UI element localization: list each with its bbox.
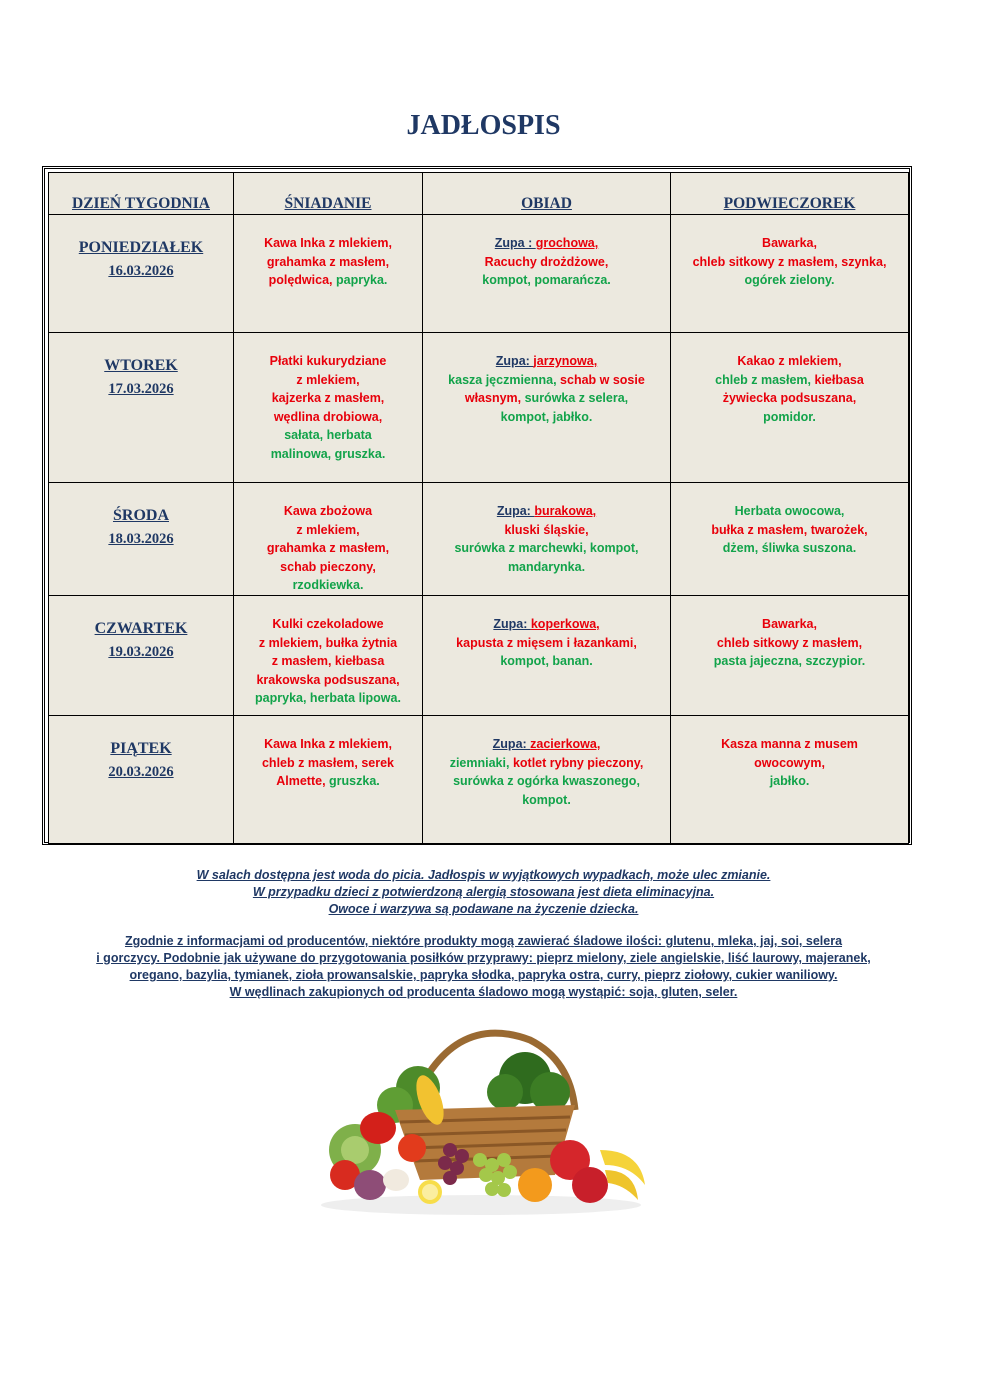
day-date: 17.03.2026 xyxy=(108,381,174,397)
menu-text: wędlina drobiowa, xyxy=(273,409,383,424)
menu-text: ogórek zielony. xyxy=(744,273,835,287)
menu-text: mandarynka. xyxy=(507,559,586,574)
menu-text: jarzynowa, xyxy=(533,354,598,368)
menu-line xyxy=(423,271,670,290)
menu-line xyxy=(234,615,422,634)
menu-line xyxy=(234,735,422,754)
menu-text: rzodkiewka. xyxy=(292,578,364,592)
day-cell xyxy=(49,333,234,483)
menu-text: bułka z masłem, twarożek, xyxy=(711,522,868,537)
menu-line xyxy=(234,754,422,773)
menu-line xyxy=(423,615,670,634)
menu-table xyxy=(48,172,909,844)
menu-line xyxy=(423,253,670,272)
menu-text: grahamka z masłem, xyxy=(266,254,390,269)
menu-line xyxy=(671,502,908,521)
day-cell xyxy=(49,483,234,596)
menu-line xyxy=(234,253,422,272)
menu-line xyxy=(234,389,422,408)
menu-line xyxy=(671,615,908,634)
menu-line xyxy=(234,634,422,653)
allergens-block xyxy=(20,933,947,1001)
menu-text: pomidor. xyxy=(763,409,816,424)
menu-text: własnym, xyxy=(464,391,525,405)
menu-line xyxy=(423,352,670,371)
menu-text: Zupa: xyxy=(493,617,531,631)
menu-text: sałata, herbata xyxy=(284,428,372,442)
menu-text: z mlekiem, xyxy=(296,372,360,387)
day-row xyxy=(49,596,909,716)
menu-text: z masłem, kiełbasa xyxy=(271,654,385,668)
snack-cell xyxy=(671,596,909,716)
menu-text: chleb sitkowy z masłem, szynka, xyxy=(692,254,887,269)
menu-text: kasza jęczmienna, xyxy=(448,372,561,387)
menu-text: Herbata owocowa, xyxy=(734,504,845,518)
menu-text: kotlet rybny pieczony, xyxy=(512,755,644,770)
menu-text: kompot, jabłko. xyxy=(500,409,593,424)
menu-text: Kasza manna z musem xyxy=(721,737,858,751)
menu-line xyxy=(671,389,908,408)
menu-line xyxy=(234,445,422,464)
day-date: 16.03.2026 xyxy=(108,263,174,279)
menu-text: schab w sosie xyxy=(560,372,645,387)
menu-line xyxy=(671,234,908,253)
day-row xyxy=(49,483,909,596)
allergen-line: W wędlinach zakupionych od producenta śladowo mogą wystąpić: soja, gluten, seler. xyxy=(229,985,738,999)
menu-line xyxy=(234,502,422,521)
menu-text: Kawa zbożowa xyxy=(283,504,373,518)
menu-line xyxy=(671,408,908,427)
snack-cell xyxy=(671,215,909,333)
menu-line xyxy=(234,271,422,290)
menu-line xyxy=(234,539,422,558)
lunch-cell xyxy=(423,483,671,596)
menu-text: kapusta z mięsem i łazankami, xyxy=(456,635,637,650)
lunch-cell xyxy=(423,716,671,844)
page-title: JADŁOSPIS xyxy=(406,110,561,141)
menu-line xyxy=(671,754,908,773)
header-lunch: OBIAD xyxy=(423,173,671,215)
snack-cell xyxy=(671,483,909,596)
menu-text: owocowym, xyxy=(754,755,825,770)
snack-cell xyxy=(671,333,909,483)
menu-text: Kawa Inka z mlekiem, xyxy=(264,737,392,751)
menu-line xyxy=(423,754,670,773)
menu-text: koperkowa, xyxy=(530,617,600,631)
day-row xyxy=(49,215,909,333)
menu-text: surówka z selera, xyxy=(524,391,629,405)
menu-text: kompot, pomarańcza. xyxy=(482,273,611,287)
header-row xyxy=(49,173,909,215)
menu-line xyxy=(234,652,422,671)
menu-line xyxy=(234,408,422,427)
menu-text: Bawarka, xyxy=(762,617,817,631)
day-name: PONIEDZIAŁEK xyxy=(78,239,204,256)
menu-line xyxy=(234,772,422,791)
menu-text: jabłko. xyxy=(769,774,810,788)
menu-line xyxy=(423,408,670,427)
menu-line xyxy=(234,352,422,371)
menu-text: chleb z masłem, serek xyxy=(261,755,395,770)
day-cell xyxy=(49,716,234,844)
menu-text: schab pieczony, xyxy=(280,559,376,574)
fruit-vegetable-basket-image xyxy=(300,1000,662,1238)
lunch-cell xyxy=(423,333,671,483)
menu-line xyxy=(671,352,908,371)
menu-text: Zupa : xyxy=(494,236,536,250)
menu-text: papryka. xyxy=(335,273,388,287)
menu-text: kiełbasa xyxy=(814,372,864,387)
allergen-line: oregano, bazylia, tymianek, zioła prowansalskie, papryka słodka, papryka ostra, curry, pieprz ziołowy, cukier waniliowy. xyxy=(129,968,838,982)
menu-text: kajzerka z masłem, xyxy=(271,391,385,405)
menu-line xyxy=(234,558,422,577)
menu-line xyxy=(423,634,670,653)
menu-line xyxy=(671,735,908,754)
menu-line xyxy=(234,426,422,445)
menu-line xyxy=(423,735,670,754)
menu-line xyxy=(234,689,422,708)
menu-line xyxy=(671,539,908,558)
menu-line xyxy=(423,791,670,810)
day-row xyxy=(49,333,909,483)
breakfast-cell xyxy=(234,716,423,844)
menu-line xyxy=(423,502,670,521)
menu-line xyxy=(423,234,670,253)
menu-line xyxy=(423,371,670,390)
menu-text: burakowa, xyxy=(534,504,597,518)
menu-line xyxy=(234,521,422,540)
menu-text: ziemniaki, xyxy=(449,755,513,770)
day-name: CZWARTEK xyxy=(94,620,188,637)
menu-text: grochowa, xyxy=(535,236,599,250)
menu-line xyxy=(234,576,422,595)
day-date: 18.03.2026 xyxy=(108,531,174,547)
menu-text: Racuchy drożdżowe, xyxy=(484,254,609,269)
menu-line xyxy=(423,652,670,671)
lunch-cell xyxy=(423,596,671,716)
menu-text: Zupa: xyxy=(496,504,535,518)
menu-line xyxy=(671,253,908,272)
note-line: W salach dostępna jest woda do picia. Jadłospis w wyjątkowych wypadkach, może ulec zmianie. xyxy=(196,868,771,882)
menu-line xyxy=(671,772,908,791)
menu-text: pasta jajeczna, szczypior. xyxy=(713,654,866,668)
menu-line xyxy=(671,634,908,653)
day-date: 19.03.2026 xyxy=(108,644,174,660)
day-row xyxy=(49,716,909,844)
note-line: W przypadku dzieci z potwierdzoną alergią stosowana jest dieta eliminacyjna. xyxy=(252,885,715,899)
note-line: Owoce i warzywa są podawane na życzenie dziecka. xyxy=(328,902,639,916)
day-cell xyxy=(49,596,234,716)
menu-line xyxy=(671,521,908,540)
menu-text: chleb sitkowy z masłem, xyxy=(716,635,863,650)
allergen-line: i gorczycy. Podobnie jak używane do przygotowania posiłków przyprawy: pieprz mielony, ziele angielskie, liść laurowy, majeranek, xyxy=(96,951,871,965)
menu-text: dżem, śliwka suszona. xyxy=(722,541,857,555)
menu-text: Płatki kukurydziane xyxy=(269,354,387,368)
menu-line xyxy=(423,772,670,791)
menu-text: żywiecka podsuszana, xyxy=(722,391,857,405)
menu-line xyxy=(671,652,908,671)
menu-line xyxy=(423,389,670,408)
menu-text: Kakao z mlekiem, xyxy=(737,354,842,368)
menu-text: z mlekiem, bułka żytnia xyxy=(258,635,398,650)
menu-line xyxy=(423,539,670,558)
menu-text: kompot, banan. xyxy=(500,654,593,668)
menu-line xyxy=(423,558,670,577)
breakfast-cell xyxy=(234,596,423,716)
menu-text: Zupa: xyxy=(495,354,534,368)
header-day: DZIEŃ TYGODNIA xyxy=(49,173,234,215)
menu-text: chleb z masłem, xyxy=(715,372,815,387)
menu-line xyxy=(671,271,908,290)
menu-text: z mlekiem, xyxy=(296,522,360,537)
menu-table-frame xyxy=(42,166,912,845)
menu-text: krakowska podsuszana, xyxy=(256,672,400,687)
menu-line xyxy=(423,521,670,540)
menu-line xyxy=(234,671,422,690)
menu-text: grahamka z masłem, xyxy=(266,541,390,555)
menu-text: Almette, xyxy=(276,774,330,788)
breakfast-cell xyxy=(234,333,423,483)
menu-text: Kawa Inka z mlekiem, xyxy=(264,236,392,250)
menu-text: surówka z marchewki, kompot, xyxy=(454,541,639,555)
breakfast-cell xyxy=(234,215,423,333)
lunch-cell xyxy=(423,215,671,333)
menu-text: zacierkowa, xyxy=(530,737,601,751)
day-name: PIĄTEK xyxy=(110,740,172,757)
allergen-line: Zgodnie z informacjami od producentów, niektóre produkty mogą zawierać śladowe ilości: glutenu, mleka, jaj, soi, selera xyxy=(124,934,843,948)
header-snack: PODWIECZOREK xyxy=(671,173,909,215)
menu-text: malinowa, gruszka. xyxy=(270,446,386,461)
menu-text: polędwica, xyxy=(268,273,336,287)
menu-line xyxy=(234,371,422,390)
menu-text: gruszka. xyxy=(329,774,380,788)
menu-line xyxy=(671,371,908,390)
menu-text: papryka, herbata lipowa. xyxy=(255,691,401,705)
menu-text: Kulki czekoladowe xyxy=(272,617,384,631)
header-breakfast: ŚNIADANIE xyxy=(234,173,423,215)
menu-text: kluski śląskie, xyxy=(504,522,589,537)
menu-line xyxy=(234,234,422,253)
menu-text: Zupa: xyxy=(492,737,531,751)
day-name: WTOREK xyxy=(104,357,178,374)
day-name: ŚRODA xyxy=(112,507,169,524)
snack-cell xyxy=(671,716,909,844)
notes-block xyxy=(0,867,967,918)
breakfast-cell xyxy=(234,483,423,596)
day-cell xyxy=(49,215,234,333)
menu-text: surówka z ogórka kwaszonego, xyxy=(453,774,640,788)
menu-text: Bawarka, xyxy=(762,236,817,250)
day-date: 20.03.2026 xyxy=(108,764,174,780)
menu-text: kompot. xyxy=(522,792,571,807)
